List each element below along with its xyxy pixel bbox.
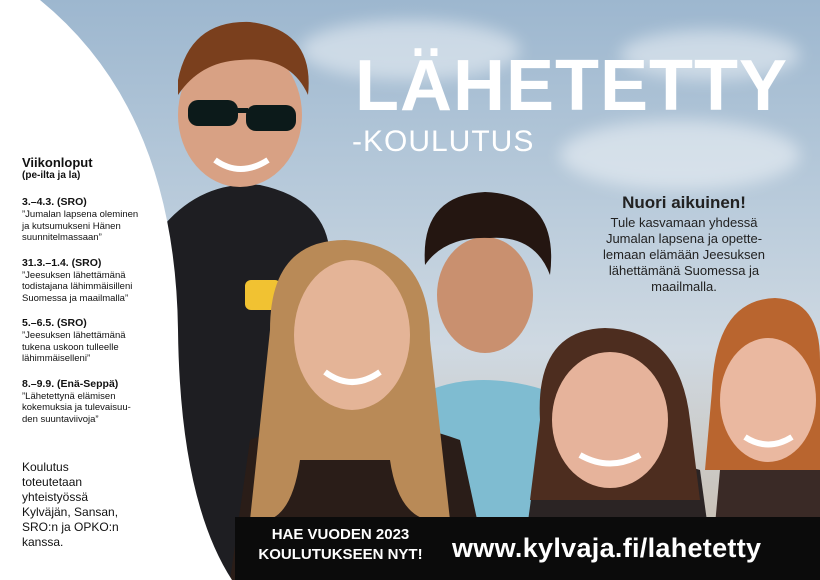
sub-title: -KOULUTUS <box>352 125 535 158</box>
website-link[interactable]: www.kylvaja.fi/lahetetty <box>452 533 762 563</box>
cooperation-line: Kylväjän, Sansan, <box>22 505 119 519</box>
event-line: ”Jeesuksen lähettämänä <box>22 330 126 341</box>
cooperation-note <box>22 460 152 550</box>
main-title: LÄHETETTY <box>355 46 788 126</box>
event-line: ”Jeesuksen lähettämänä <box>22 269 126 281</box>
event-line: suunnitelmassaan” <box>22 232 102 243</box>
apply-call-to-action <box>248 525 433 565</box>
event-date: 8.–9.9. (Enä-Seppä) <box>22 377 119 390</box>
event-date: 31.3.–1.4. (SRO) <box>22 256 102 269</box>
intro-line: lähettämänä Suomessa ja <box>608 263 760 278</box>
schedule-subheading: (pe-ilta ja la) <box>22 170 81 181</box>
event-line: Suomessa ja maailmalla” <box>22 292 129 304</box>
schedule <box>22 155 172 438</box>
event-line: lähimmäiselleni” <box>22 353 91 364</box>
cooperation-line: toteutetaan <box>22 475 83 489</box>
cooperation-line: Koulutus <box>22 460 69 474</box>
intro-line: Jumalan lapsena ja opette- <box>605 231 763 246</box>
event-line: ”Jumalan lapsena oleminen <box>22 209 139 220</box>
event-line: den suuntaviivoja” <box>22 413 99 425</box>
intro-line: lemaan elämään Jeesuksen <box>603 247 765 262</box>
schedule-event <box>22 257 172 305</box>
event-date: 5.–6.5. (SRO) <box>22 317 87 329</box>
event-line: ”Lähetettynä elämisen <box>22 390 116 402</box>
cooperation-line: SRO:n ja OPKO:n <box>22 520 119 534</box>
intro-block <box>578 193 790 295</box>
event-line: tukena uskoon tulleelle <box>22 341 119 353</box>
intro-line: maailmalla. <box>651 279 717 294</box>
schedule-event <box>22 196 172 244</box>
event-line: ja kutsumukseni Hänen <box>22 220 121 232</box>
event-date: 3.–4.3. (SRO) <box>22 196 87 208</box>
event-line: kokemuksia ja tulevaisuu- <box>22 402 131 413</box>
cooperation-line: kanssa. <box>22 535 64 549</box>
event-line: todistajana lähimmäisilleni <box>22 281 133 292</box>
cta-line: KOULUTUKSEEN NYT! <box>258 546 423 563</box>
intro-heading: Nuori aikuinen! <box>622 193 746 212</box>
schedule-heading: Viikonloput <box>22 155 93 170</box>
cooperation-line: yhteistyössä <box>22 490 89 504</box>
schedule-event <box>22 378 172 426</box>
cta-line: HAE VUODEN 2023 <box>271 526 410 543</box>
schedule-event <box>22 317 172 365</box>
intro-line: Tule kasvamaan yhdessä <box>610 215 758 230</box>
